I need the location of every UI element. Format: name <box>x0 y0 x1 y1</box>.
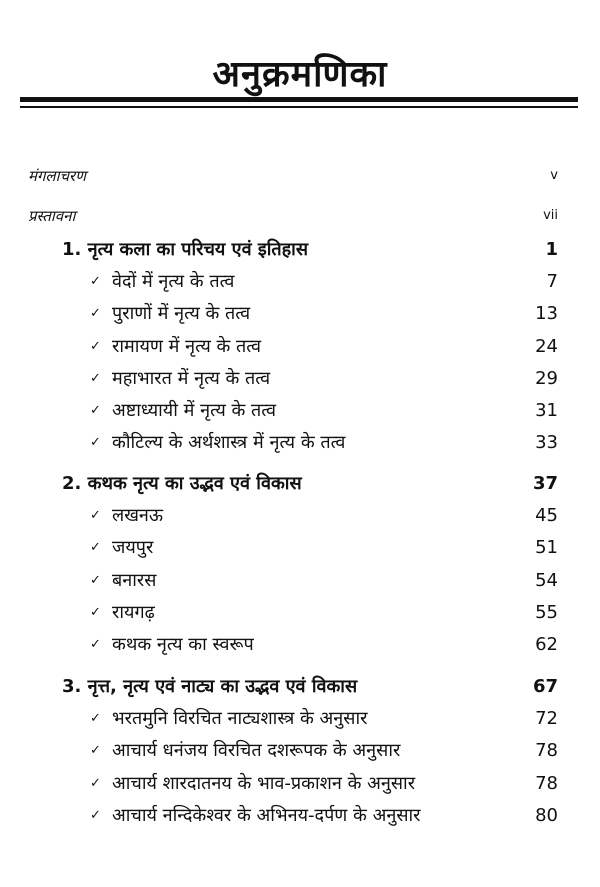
toc-subentry-label-wrap <box>90 395 276 427</box>
toc-subentry-label: वेदों में नृत्य के तत्व <box>112 271 235 293</box>
toc-chapter-heading[interactable] <box>0 671 600 703</box>
toc-subentry[interactable] <box>0 266 600 298</box>
title-rule-thin <box>20 106 578 108</box>
toc-subentry-label: बनारस <box>112 569 157 591</box>
toc-chapter-heading[interactable] <box>0 234 600 266</box>
toc-subentry-page: 51 <box>535 537 558 559</box>
toc-subentry[interactable] <box>0 768 600 800</box>
check-icon: ✓ <box>90 572 101 588</box>
toc-subentry-page: 45 <box>535 505 558 527</box>
toc-subentry-label: जयपुर <box>112 537 154 559</box>
toc-subentry-label: रामायण में नृत्य के तत्व <box>112 335 262 357</box>
toc-chapter-page: 1 <box>545 239 558 260</box>
toc-subentry-page: 24 <box>535 335 558 357</box>
toc-entry-preface[interactable] <box>0 160 600 192</box>
check-icon: ✓ <box>90 540 101 556</box>
toc-chapter-page: 67 <box>532 676 558 697</box>
toc-subentry-label: आचार्य शारदातनय के भाव-प्रकाशन के अनुसार <box>112 772 416 794</box>
toc-subentry-label-wrap <box>90 363 270 395</box>
toc-subentry[interactable] <box>0 532 600 564</box>
check-icon: ✓ <box>90 306 101 322</box>
toc-subentry-label: लखनऊ <box>112 505 164 527</box>
check-icon: ✓ <box>90 743 101 759</box>
toc-entry-page: v <box>550 168 558 183</box>
toc-subentry[interactable] <box>0 331 600 363</box>
page-title: अनुक्रमणिका <box>212 54 388 95</box>
check-icon: ✓ <box>90 435 101 451</box>
check-icon: ✓ <box>90 711 101 727</box>
toc-subentry[interactable] <box>0 703 600 735</box>
toc-entry-page: vii <box>543 208 558 223</box>
check-icon: ✓ <box>90 403 101 418</box>
toc-subentry-label-wrap <box>90 331 261 363</box>
toc-subentry[interactable] <box>0 395 600 427</box>
toc-subentry[interactable] <box>0 597 600 629</box>
toc-subentry[interactable] <box>0 735 600 767</box>
toc-subentry-page: 55 <box>535 601 558 623</box>
toc-subentry[interactable] <box>0 363 600 395</box>
check-icon: ✓ <box>90 807 101 823</box>
toc-subentry-label: महाभारत में नृत्य के तत्व <box>112 367 271 389</box>
toc-entry-label: मंगलाचरण <box>28 167 86 185</box>
toc-subentry[interactable] <box>0 800 600 832</box>
toc-subentry[interactable] <box>0 565 600 597</box>
toc-subentry-page: 78 <box>535 772 558 794</box>
toc-subentry-label: आचार्य नन्दिकेश्वर के अभिनय-दर्पण के अनुसार <box>112 804 421 826</box>
toc-chapter-label: 2. कथक नृत्य का उद्भव एवं विकास <box>62 473 302 494</box>
toc-chapter-label: 1. नृत्य कला का परिचय एवं इतिहास <box>62 239 309 260</box>
check-icon: ✓ <box>90 637 101 652</box>
toc-subentry-label-wrap <box>90 500 163 532</box>
toc-subentry[interactable] <box>0 427 600 459</box>
toc-subentry-page: 54 <box>535 569 558 591</box>
check-icon: ✓ <box>90 370 101 386</box>
toc-subentry-label: भरतमुनि विरचित नाट्यशास्त्र के अनुसार <box>112 708 368 730</box>
toc-subentry-label: पुराणों में नृत्य के तत्व <box>112 303 251 325</box>
toc-subentry-label: अष्टाध्यायी में नृत्य के तत्व <box>112 400 277 421</box>
toc-chapter-label: 3. नृत्त, नृत्य एवं नाट्य का उद्भव एवं विकास <box>62 676 358 697</box>
toc-subentry-label-wrap <box>90 298 250 330</box>
toc-subentry-page: 31 <box>535 400 558 421</box>
toc-subentry-label-wrap <box>90 266 234 298</box>
toc-subentry-label-wrap <box>90 532 153 564</box>
toc-subentry-label: रायगढ़ <box>112 601 155 623</box>
toc-subentry-label: आचार्य धनंजय विरचित दशरूपक के अनुसार <box>112 740 401 762</box>
toc-subentry-page: 72 <box>535 708 558 730</box>
toc-entry-label: प्रस्तावना <box>28 207 76 225</box>
check-icon: ✓ <box>90 274 101 290</box>
toc-subentry[interactable] <box>0 500 600 532</box>
toc-subentry-page: 13 <box>535 303 558 325</box>
toc-subentry-label-wrap <box>90 629 254 661</box>
toc-subentry-label-wrap <box>90 735 400 767</box>
toc-subentry-page: 7 <box>546 271 558 293</box>
toc-subentry[interactable] <box>0 629 600 661</box>
toc-subentry-label-wrap <box>90 703 367 735</box>
toc-chapter-heading[interactable] <box>0 468 600 500</box>
toc-subentry-label: कौटिल्य के अर्थशास्त्र में नृत्य के तत्व <box>112 432 346 454</box>
check-icon: ✓ <box>90 604 101 620</box>
toc-subentry-label: कथक नृत्य का स्वरूप <box>112 634 254 655</box>
toc-entry-preface[interactable] <box>0 200 600 232</box>
toc-subentry-page: 33 <box>535 432 558 454</box>
title-rule-thick <box>20 97 578 102</box>
toc-subentry[interactable] <box>0 298 600 330</box>
toc-subentry-page: 78 <box>535 740 558 762</box>
toc-subentry-page: 80 <box>535 804 558 826</box>
toc-subentry-label-wrap <box>90 597 155 629</box>
toc-subentry-label-wrap <box>90 565 156 597</box>
toc-subentry-label-wrap <box>90 800 421 832</box>
toc-subentry-label-wrap <box>90 427 345 459</box>
check-icon: ✓ <box>90 775 101 791</box>
toc-subentry-label-wrap <box>90 768 415 800</box>
toc-subentry-page: 29 <box>535 367 558 389</box>
toc-chapter-page: 37 <box>532 473 558 494</box>
toc-subentry-page: 62 <box>535 634 558 655</box>
check-icon: ✓ <box>90 338 101 354</box>
check-icon: ✓ <box>90 508 101 524</box>
